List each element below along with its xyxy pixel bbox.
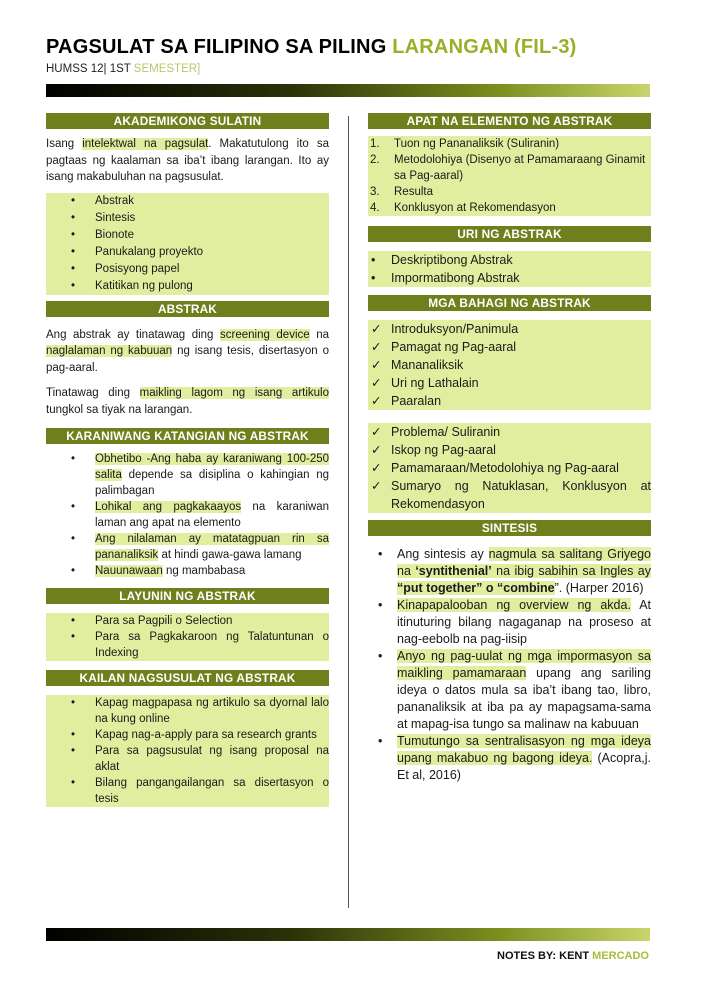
highlight: naglalaman ng kabuuan xyxy=(46,345,173,357)
list-item: • Ang sintesis ay nagmula sa salitang Griyego na ‘syntithenial’ na ibig sabihin sa Ingles ay “put together” o “combine”. (Harper 2016) xyxy=(378,547,651,595)
highlight: na ibig sabihin sa Ingles ay xyxy=(491,564,651,578)
list-item: • Tumutungo sa sentralisasyon ng mga ideya upang makabuo ng bagong ideya. (Acopra,j. Et al, 2016) xyxy=(378,734,651,782)
section-heading-layunin: LAYUNIN NG ABSTRAK xyxy=(46,588,329,604)
highlight: maikling lagom ng isang artikulo xyxy=(139,387,330,399)
list-item: • Panukalang proyekto xyxy=(71,245,204,258)
highlight: nagmula sa salitang Griyego na xyxy=(397,547,651,578)
list-item: • Para sa Pagkakaroon ng Talatuntunan o Indexing xyxy=(71,631,329,659)
list-item: ✓ Pamamaraan/Metodolohiya ng Pag-aaral xyxy=(371,461,619,475)
highlight: Obhetibo -Ang haba ay karaniwang 100-250 salita xyxy=(95,453,329,481)
list-item: ✓ Mananaliksik xyxy=(371,358,464,372)
list-item: ✓ Uri ng Lathalain xyxy=(371,376,479,390)
list-item: ✓ Sumaryo ng Natuklasan, Konklusyon at Rekomendasyon xyxy=(371,479,651,511)
highlight: Lohikal ang pagkakaayos xyxy=(95,501,242,513)
list-item: • Anyo ng pag-uulat ng mga impormasyon sa maikling pamamaraan upang ang sariling ideya o datos mula sa iba’t ibang tao, libro, pananaliksik at iba pa ay mapagsama-sama at mapag-isa tungo sa malinaw na kabuuan xyxy=(378,649,651,731)
list-item: 1. Tuon ng Pananaliksik (Suliranin) xyxy=(370,138,560,150)
list-item: • Kinapapalooban ng overview ng akda. At itinuturing bilang nagaganap na proseso at nag-eebolb na pag-iisip xyxy=(378,598,652,646)
highlight: Ang nilalaman ay matatagpuan rin sa pananaliksik xyxy=(95,533,329,561)
list-item: ✓ Pamagat ng Pag-aaral xyxy=(371,340,517,354)
section-heading-kailan: KAILAN NAGSUSULAT NG ABSTRAK xyxy=(46,670,329,686)
title-accent: LARANGAN (FIL-3) xyxy=(392,36,577,58)
list-item: • Abstrak xyxy=(71,194,134,207)
uri-list xyxy=(368,251,651,287)
section-heading-elemento: APAT NA ELEMENTO NG ABSTRAK xyxy=(368,113,651,129)
bahagi-list-1 xyxy=(368,320,651,410)
list-item: • Impormatibong Abstrak xyxy=(371,271,520,285)
list-item: 3. Resulta xyxy=(370,186,433,198)
list-item: • Bilang pangangailangan sa disertasyon o tesis xyxy=(71,777,329,805)
section-heading-abstrak: ABSTRAK xyxy=(46,301,329,317)
list-item: ✓ Iskop ng Pag-aaral xyxy=(371,443,496,457)
column-divider xyxy=(348,116,349,908)
list-item: • Ang nilalaman ay matatagpuan rin sa pananaliksik at hindi gawa-gawa lamang xyxy=(71,533,329,561)
subtitle-accent: SEMESTER] xyxy=(133,63,201,75)
akademiko-paragraph: Isang intelektwal na pagsulat. Makatutulong ito sa pagtaas ng kaalaman sa iba’t ibang larangan. Ito ay isang makabuluhan na pagsusulat. xyxy=(46,138,330,183)
highlight-bold: ‘syntithenial’ xyxy=(415,564,492,578)
list-item: • Posisyong papel xyxy=(71,262,180,275)
katangian-list xyxy=(46,451,329,579)
elemento-list xyxy=(368,136,651,216)
layunin-list xyxy=(46,613,329,661)
bahagi-list-2 xyxy=(368,423,651,513)
right-column xyxy=(368,113,651,784)
footer-accent: MERCADO xyxy=(592,950,649,962)
highlight: screening device xyxy=(220,328,310,341)
akademiko-list xyxy=(46,193,329,295)
sintesis-list xyxy=(368,546,651,784)
list-item: 4. Konklusyon at Rekomendasyon xyxy=(370,202,556,214)
abstrak-paragraph-1: Ang abstrak ay tinatawag ding screening device na naglalaman ng kabuuan ng isang tesis, disertasyon o pag-aaral. xyxy=(46,328,329,374)
subtitle-main: HUMSS 12| 1ST xyxy=(46,63,134,75)
list-item: • Nauunawaan ng mambabasa xyxy=(71,565,246,577)
title-main: PAGSULAT SA FILIPINO SA PILING xyxy=(46,36,393,58)
highlight: Tumutungo sa sentralisasyon ng mga ideya upang makabuo ng bagong ideya. xyxy=(397,734,651,765)
highlight: Kinapapalooban ng overview ng akda. xyxy=(397,598,631,612)
highlight: Anyo ng pag-uulat ng mga impormasyon sa maikling pamamaraan xyxy=(397,649,651,680)
list-item: • Kapag nag-a-apply para sa research grants xyxy=(71,729,317,741)
left-column xyxy=(46,113,329,807)
abstrak-paragraph-2: Tinatawag ding maikling lagom ng isang artikulo tungkol sa tiyak na larangan. xyxy=(46,387,330,416)
list-item: • Bionote xyxy=(71,228,135,241)
list-item: • Para sa Pagpili o Selection xyxy=(71,615,233,627)
footer-label: NOTES BY: KENT xyxy=(497,950,593,962)
section-heading-uri: URI NG ABSTRAK xyxy=(368,226,651,242)
kailan-list xyxy=(46,695,329,807)
list-item: • Para sa pagsusulat ng isang proposal na aklat xyxy=(71,745,329,773)
list-item: • Katitikan ng pulong xyxy=(71,279,193,292)
section-heading-akademiko: AKADEMIKONG SULATIN xyxy=(46,113,329,129)
section-heading-bahagi: MGA BAHAGI NG ABSTRAK xyxy=(368,295,651,311)
bottom-gradient-bar xyxy=(46,928,650,941)
list-item: ✓ Problema/ Suliranin xyxy=(371,425,501,439)
list-item: • Lohikal ang pagkakaayos na karaniwan laman ang apat na elemento xyxy=(71,501,329,529)
highlight-bold: “put together” o “combine xyxy=(397,581,555,595)
footer-credit xyxy=(497,950,649,962)
highlight: intelektwal na pagsulat xyxy=(82,138,209,150)
list-item: ✓ Introduksyon/Panimula xyxy=(371,322,519,336)
list-item: ✓ Paaralan xyxy=(371,394,442,408)
list-item: • Sintesis xyxy=(71,211,136,224)
list-item: 2. Metodolohiya (Disenyo at Pamamaraang Ginamit sa Pag-aaral) xyxy=(370,154,646,182)
top-gradient-bar xyxy=(46,84,650,97)
list-item: • Kapag magpapasa ng artikulo sa dyornal lalo na kung online xyxy=(71,697,329,725)
list-item: • Obhetibo -Ang haba ay karaniwang 100-250 salita depende sa disiplina o kahingian ng palimbagan xyxy=(71,453,329,497)
highlight: Nauunawaan xyxy=(95,565,163,577)
page-title xyxy=(46,36,577,59)
section-heading-katangian: KARANIWANG KATANGIAN NG ABSTRAK xyxy=(46,428,329,444)
page-subtitle xyxy=(46,63,200,75)
section-heading-sintesis: SINTESIS xyxy=(368,520,651,536)
list-item: • Deskriptibong Abstrak xyxy=(371,253,513,267)
